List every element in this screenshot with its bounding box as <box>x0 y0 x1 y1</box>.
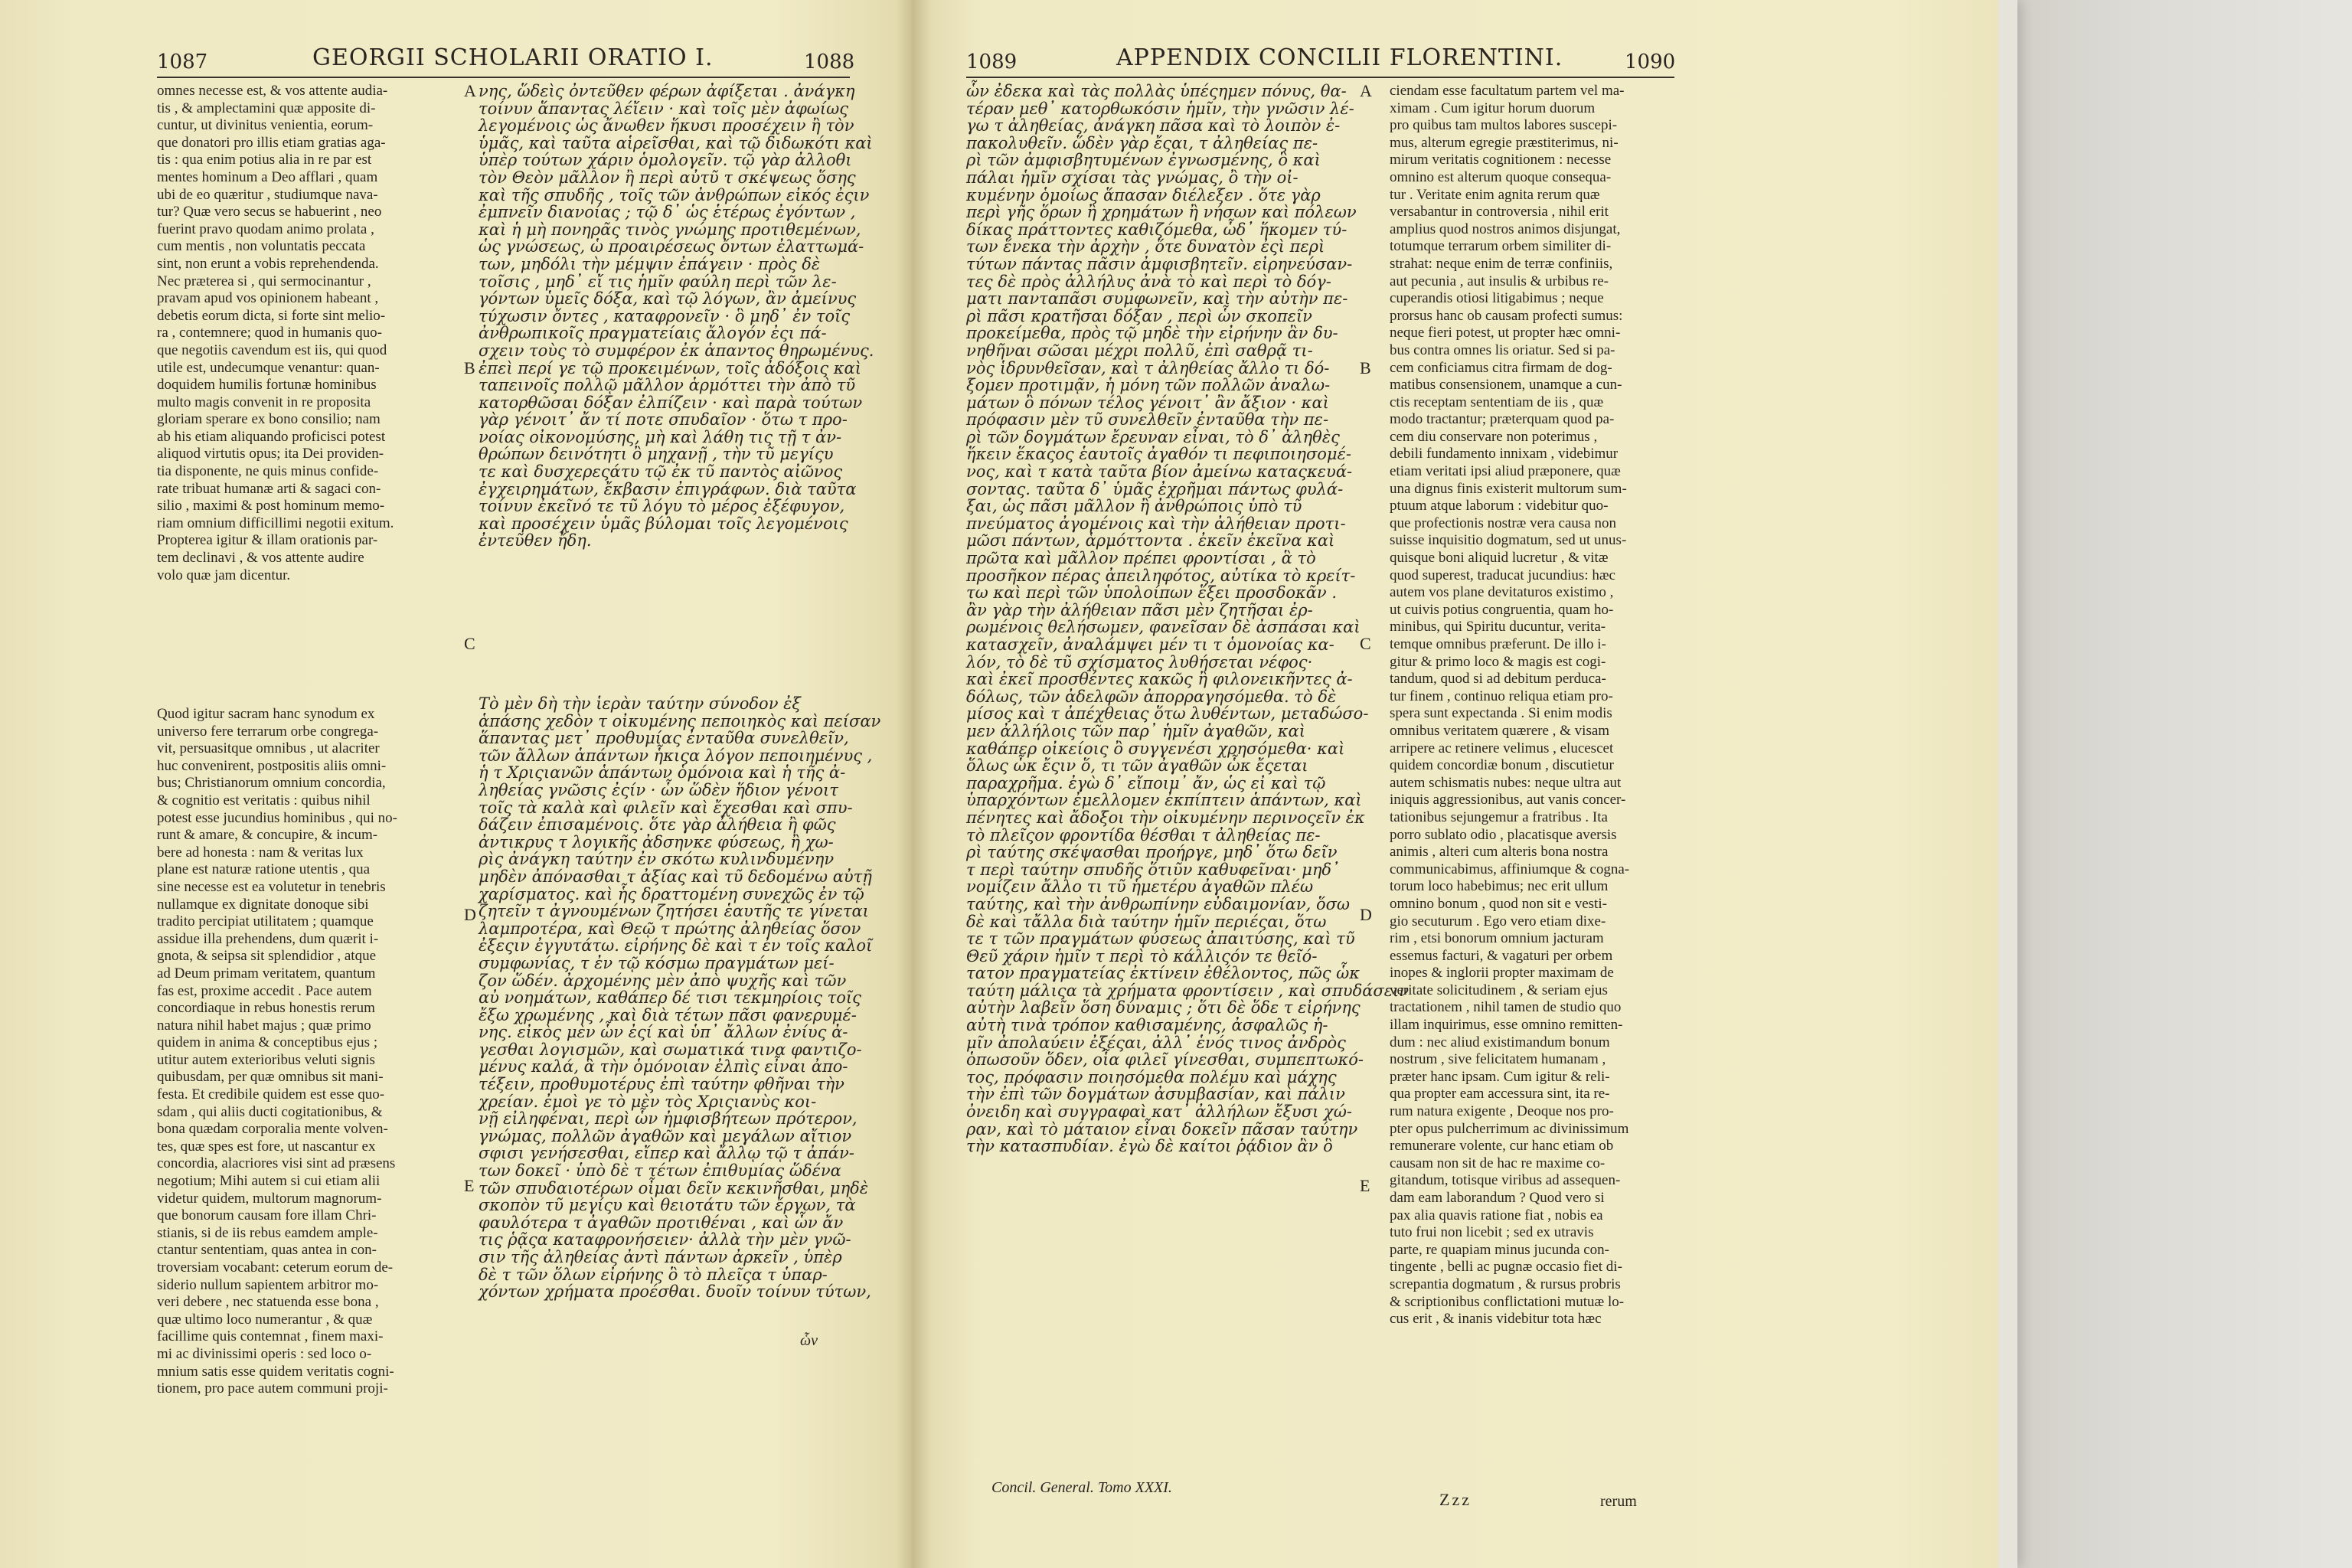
text-line: τε τ τῶν πραγμάτων φύσεως ἀπαιτύσης, καὶ τῦ <box>966 929 1355 949</box>
text-line: porro sublato odio , placatisque aversis <box>1390 826 1617 843</box>
text-line: ἅπαντας μετ᾽ προθυμίας ἐνταῦθα συνελθεῖν, <box>479 729 849 748</box>
text-line: τὸ πλεῖςον φροντίδα θέσθαι τ ἀληθείας πε- <box>966 825 1321 844</box>
footer-volume: Concil. General. Tomo XXXI. <box>991 1479 1172 1496</box>
text-line: γόντων ὑμεῖς δόξα, καὶ τῷ λόγων, ἂν ἀμείνυς <box>479 289 857 309</box>
text-line: τὴν κατασπυδίαν. ἐγὼ δὲ καίτοι ῥᾴδιον ἂν ὃ <box>966 1137 1333 1156</box>
text-line: αὐ νοημάτων, καθάπερ δέ τισι τεκμηρίοις τοῖς <box>479 988 861 1008</box>
text-line: ciendam esse facultatum partem vel ma- <box>1390 83 1625 99</box>
text-line: ματι πανταπᾶσι συμφωνεῖν, καὶ τὴν αὐτὴν πε- <box>966 289 1348 309</box>
text-line: ληθείας γνῶσις ἐςίν · ὧν ὥδὲν ἥδιον γένοιτ <box>479 780 838 799</box>
text-line: bona quædam corporalia mente volven- <box>157 1121 388 1138</box>
text-line: animis , alteri cum alteris bona nostra <box>1390 844 1609 861</box>
text-line: vit, persuasitque omnibus , ut alacriter <box>157 740 380 757</box>
text-line: troversiam vocabant: ceterum eorum de- <box>157 1259 394 1276</box>
text-line: qua propter eam accessura sint, ita re- <box>1390 1086 1610 1102</box>
text-line: νῇ εἰληφέναι, περὶ ὧν ἠμφισβήτεων πρότερον, <box>479 1109 858 1129</box>
text-line: multo magis convenit in re proposita <box>157 394 371 410</box>
text-line: αὐτὴν λαβεῖν ὅση δύναμις ; ὅτι δὲ ὅδε τ εἰρήνης <box>966 998 1361 1018</box>
text-line: τέξειν, προθυμοτέρυς ἐπὶ ταύτην φθῆναι τὴν <box>479 1075 844 1094</box>
text-line: λεγομένοις ὡς ἄνωθεν ἥκυσι προσέχειν ἢ τὸν <box>479 116 854 136</box>
text-line: χαρίσματος. καὶ ἧς δραττομένη συνεχῶς ἐν τῷ <box>479 884 864 903</box>
text-line: fuerint pravo quodam animo prolata , <box>157 220 374 237</box>
page-number-1089: 1089 <box>966 51 1018 74</box>
text-line: autem vos plane devitaturos existimo , <box>1390 584 1614 601</box>
text-line: silio , maximi & post hominum memo- <box>157 498 385 514</box>
margin-marker-a: A <box>464 81 476 100</box>
text-line: γεσθαι λογισμῶν, καὶ σωματικά τινα φαντιζο- <box>479 1040 862 1059</box>
text-line: omnes necesse est, & vos attente audia- <box>157 83 388 99</box>
text-line: πνεύματος ἀγομένοις καὶ τὴν ἀλήθειαν προτι- <box>966 514 1346 533</box>
text-line: τοίνυν ἅπαντας λέἴειν · καὶ τοῖς μὲν ἀφωίως <box>479 99 849 118</box>
margin-marker-e-right: E <box>1360 1176 1370 1195</box>
text-line: ὀνειδη καὶ συγγραφαὶ κατ᾽ ἀλλήλων ἔξυσι χώ- <box>966 1102 1352 1122</box>
text-line: tractationem , nihil tamen de studio quo <box>1390 999 1622 1016</box>
text-line: τῶν ἄλλων ἁπάντων ἧκιςα λόγον πεποιημένυς , <box>479 746 873 765</box>
text-line: nostrum , sive felicitatem humanam , <box>1390 1051 1606 1068</box>
text-line: τ περὶ ταύτην σπυδῆς ὅτιῦν καθυφεῖναι· μηδ᾽ <box>966 860 1340 879</box>
text-line: spera sunt expectanda . Si enim modis <box>1390 705 1612 722</box>
text-line: pter opus pulcherrimum ac divinissimum <box>1390 1120 1629 1137</box>
latin-column-right <box>1390 83 1688 1328</box>
text-line: ραν, καὶ τὸ μάταιον εἶναι δοκεῖν πᾶσαν ταύτην <box>966 1119 1358 1138</box>
text-line: ptuum atque laborum : videbitur quo- <box>1390 498 1609 514</box>
text-line: veri debere , nec statuenda esse bona , <box>157 1294 379 1311</box>
text-line: una dignus finis existerit multorum sum- <box>1390 480 1627 497</box>
text-line: τω καὶ περὶ τῶν ὑπολοίπων ἕξει προσδοκᾶν . <box>966 583 1338 603</box>
text-line: arripere ac retinere velimus , elucescet <box>1390 740 1614 756</box>
text-line: των, μηδόλι τὴν μέμψιν ἐπάγειν · πρὸς δὲ <box>479 254 821 273</box>
text-line: tuto frui non licebit ; sed ex utravis <box>1390 1224 1594 1241</box>
text-line: gitur & primo loco & magis est cogi- <box>1390 653 1606 670</box>
text-line: videtur quidem, multorum magnorum- <box>157 1190 382 1207</box>
text-line: mentes hominum a Deo afflari , quam <box>157 168 378 185</box>
text-line: παραχρῆμα. ἐγὼ δ᾽ εἴποιμ᾽ ἄν, ὡς εἰ καὶ τῷ <box>966 773 1326 792</box>
text-line: quidem in anima & conceptibus ejus ; <box>157 1034 378 1051</box>
text-line: νης. εἰκὸς μὲν ὧν ἐςί καὶ ὑπ᾽ ἄλλων ἐνίυς ἀ- <box>479 1023 848 1042</box>
text-line: ρὶ τῶν ἀμφισβητυμένων ἐγνωσμένης, ὃ καὶ <box>966 151 1321 170</box>
text-line: ab his etiam aliquando proficisci potest <box>157 428 386 445</box>
text-line: ctis receptam sententiam de iis , quæ <box>1390 394 1604 410</box>
text-line: rum natura exigente , Deoque nos pro- <box>1390 1103 1614 1120</box>
text-line: utitur autem exterioribus veluti signis <box>157 1051 375 1068</box>
text-line: ταπεινοῖς πολλῷ μᾶλλον ἁρμόττει τὴν ἀπὸ τῦ <box>479 376 856 395</box>
text-line: ξομεν προτιμᾷν, ἡ μόνη τῶν πολλῶν ἀναλω- <box>966 376 1331 395</box>
text-line: universo fere terrarum orbe congrega- <box>157 723 379 740</box>
text-line: σοντας. ταῦτα δ᾽ ὑμᾶς ἐχρῆμαι πάντως φυλά- <box>966 479 1344 498</box>
header-rule-right <box>966 77 1674 78</box>
text-line: sint, non erunt a vobis reprehendenda. <box>157 255 379 272</box>
text-line: potest esse jucundius hominibus , qui no- <box>157 809 398 826</box>
text-line: θρώπων δεινότητι ὂ μηχανῇ , τὴν τῦ μεγίςυ <box>479 445 834 464</box>
text-line: σκοπὸν τῦ μεγίςυ καὶ θειοτάτυ τῶν ἔργων, τὰ <box>479 1196 856 1215</box>
text-line: Τὸ μὲν δὴ τὴν ἱερὰν ταύτην σύνοδον ἐξ <box>479 694 801 713</box>
text-line: que donatori pro illis etiam gratias aga- <box>157 134 386 151</box>
text-line: γὰρ γένοιτ᾽ ἄν τί ποτε σπυδαῖον · ὅτω τ προ- <box>479 410 848 430</box>
text-line: ὑπαρχόντων ἐμελλομεν ἐκπίπτειν ἁπάντων, καὶ <box>966 791 1362 810</box>
text-line: ρωμένοις θελήσωμεν, φανεῖσαν δὲ ἀσπάσαι καὶ <box>966 618 1361 637</box>
text-line: communicabimus, affiniumque & cogna- <box>1390 861 1630 877</box>
text-line: μῶσι πάντων, ἁρμόττοντα . ἐκεῖν ἐκεῖνα καὶ <box>966 531 1335 550</box>
text-line: νομίζειν ἄλλο τι τῦ ἡμετέρυ ἀγαθῶν πλέω <box>966 877 1314 897</box>
text-line: quod superest, traducat jucundius: hæc <box>1390 567 1615 583</box>
text-line: μῖν ἀπολαύειν ἐξέςαι, ἀλλ᾽ ἑνός τινος ἀνδρὸς <box>966 1033 1346 1052</box>
text-line: γνώμας, πολλῶν ἀγαθῶν καὶ μεγάλων αἴτιον <box>479 1126 852 1145</box>
text-line: νηθῆναι σῶσαι μέχρι πολλῦ, ἐπὶ σαθρᾷ τι- <box>966 341 1313 360</box>
text-line: πένητες καὶ ἄδοξοι τὴν οἰκυμένην περινοςεῖν ἐκ <box>966 808 1365 827</box>
text-line: ὡς γνώσεως, ὡ προαιρέσεως ὄντων ἐλαττωμά- <box>479 237 864 256</box>
text-line: mi ac divinissimi operis : sed loco o- <box>157 1345 372 1362</box>
greek-column-bottom <box>479 694 881 1302</box>
background-right <box>1991 0 2352 1568</box>
text-line: περὶ γῆς ὅρων ἢ χρημάτων ἢ νήσων καὶ πόλεων <box>966 203 1357 222</box>
text-line: μάτων ὂ πόνων τέλος γένοιτ᾽ ἂν ἄξιον · καὶ <box>966 393 1329 412</box>
right-catchword: rerum <box>1600 1493 1637 1510</box>
text-line: illam inquirimus, esse omnino remitten- <box>1390 1017 1623 1034</box>
text-line: καὶ ἐκεῖ προσθέντες κακῶς ἢ φιλονεικῆντες ἀ- <box>966 670 1353 689</box>
text-line: ἐντεῦθεν ἤδη. <box>479 531 592 550</box>
text-line: & cognitio est veritatis : quibus nihil <box>157 792 371 808</box>
left-catchword: ὧν <box>800 1332 818 1349</box>
margin-marker-d-right: D <box>1360 905 1372 924</box>
text-line: ὑπὲρ τούτων χάριν ὁμολογεῖν. τῷ γὰρ ἀλλοθι <box>479 151 852 170</box>
text-line: quibusdam, per quæ omnibus sit mani- <box>157 1069 384 1086</box>
text-line: κυμένην ὁμοίως ἅπασαν διέλεξεν . ὅτε γὰρ <box>966 185 1321 204</box>
text-line: gio secuturum . Ego vero etiam dixe- <box>1390 913 1606 929</box>
text-line: ἂν γὰρ τὴν ἀλήθειαν πᾶσι μὲν ζητῆσαι ἐρ- <box>966 600 1313 619</box>
text-line: cum mentis , non voluntatis peccata <box>157 238 366 255</box>
text-line: τύτων πάντας πᾶσιν ἀμφισβητεῖν. εἰρηνεύσαν- <box>966 254 1353 273</box>
text-line: bus; Christianorum omnium concordia, <box>157 775 386 792</box>
text-line: mnium satis esse quidem veritatis cogni- <box>157 1363 394 1380</box>
text-line: iniquis aggressionibus, aut vanis concer- <box>1390 792 1626 808</box>
text-line: dum : nec aliud existimandum bonum <box>1390 1034 1610 1050</box>
text-line: ζητεῖν τ ἀγνουμένων ζητήσει ἑαυτῆς τε γίνεται <box>479 902 869 921</box>
left-page-header: GEORGII SCHOLARII ORATIO I. <box>312 44 714 71</box>
text-line: omnibus veritatem quærere , & visam <box>1390 722 1610 739</box>
text-line: debetis eorum dicta, si forte sint melio- <box>157 307 386 324</box>
signature-mark: Zzz <box>1439 1490 1472 1509</box>
text-line: riam omnium difficillimi negotii exitum. <box>157 514 394 531</box>
left-page <box>0 0 911 1568</box>
text-line: neque fieri potest, ut propter hæc omni- <box>1390 325 1621 341</box>
text-line: σιν τῆς ἀληθείας ἀντὶ πάντων ἀρκεῖν , ὑπὲρ <box>479 1248 842 1266</box>
text-line: debili fundamento innixam , videbimur <box>1390 446 1619 462</box>
text-line: aut pecunia , aut insulis & urbibus re- <box>1390 273 1609 289</box>
text-line: τες δὲ πρὸς ἀλλήλυς ἀνὰ τὸ καὶ περὶ τὸ δόγ- <box>966 272 1331 291</box>
text-line: τις ῥᾷςα καταφρονήσειεν· ἀλλὰ τὴν μὲν γνῶ- <box>479 1230 851 1250</box>
text-line: natura nihil habet majus ; quæ primo <box>157 1017 371 1034</box>
text-line: negotium; Mihi autem si cui etiam alii <box>157 1173 381 1190</box>
text-line: ἔξω χρωμένης , καὶ διὰ τέτων πᾶσι φανερυμέ- <box>479 1005 857 1024</box>
text-line: των ἕνεκα τὴν ἀρχὴν , ὅτε δυνατὸν ἐςὶ περὶ <box>966 237 1325 256</box>
text-line: τε καὶ δυσχερεςάτυ τῷ ἐκ τῦ παντὸς αἰῶνος <box>479 462 843 482</box>
text-line: ρὶ πᾶσι κρατῆσαι δόξαν , περὶ ὧν σκοπεῖν <box>966 306 1312 325</box>
text-line: cus erit , & inanis videbitur tota hæc <box>1390 1311 1602 1328</box>
text-line: ρὶ ταύτης σκέψασθαι προήργε, μηδ᾽ ὅτω δεῖν <box>966 843 1338 862</box>
text-line: dam eam laborandum ? Quod vero si <box>1390 1190 1605 1206</box>
text-line: omnino bonum , quod non sit e vesti- <box>1390 895 1607 912</box>
text-line: tis , & amplectamini quæ apposite di- <box>157 100 376 116</box>
text-line: ὧν ἐδεκα καὶ τὰς πολλὰς ὑπέςημεν πόνυς, θα- <box>966 82 1347 100</box>
text-line: ἥκειν ἕκαςος ἑαυτοῖς ἀγαθόν τι πεφιποιησομέ- <box>966 445 1351 464</box>
text-line: cem conficiamus citra firmam de dog- <box>1390 359 1612 376</box>
text-line: τὴν ἐπὶ τῶν δογμάτων ἀσυμβασίαν, καὶ πάλιν <box>966 1085 1345 1104</box>
text-line: ταύτη μάλιςα τὰ χρήματα φροντίσειν , καὶ σπυδάσειν <box>966 981 1409 1000</box>
text-line: temque omnibus præferunt. De illo i- <box>1390 636 1606 652</box>
text-line: cuntur, ut divinitus venientia, eorum- <box>157 117 374 134</box>
text-line: ἁπάσης χεδὸν τ οἰκυμένης πεποιηκὸς καὶ πείσαν <box>479 711 881 730</box>
text-line: quæ ultimo loco numerantur , & quæ <box>157 1311 373 1328</box>
text-line: festa. Et credibile quidem est esse quo- <box>157 1086 385 1103</box>
text-line: præter hanc ipsam. Cum igitur & reli- <box>1390 1068 1610 1085</box>
text-line: νοίας οἰκονομύσης, μὴ καὶ λάθη τις τῇ τ ἀν- <box>479 427 842 446</box>
text-line: que negotiis cavendum est iis, qui quod <box>157 341 387 358</box>
text-line: λαμπροτέρα, καὶ Θεῷ τ πρώτης ἀληθείας ὅσον <box>479 919 861 938</box>
text-line: Quod igitur sacram hanc synodum ex <box>157 706 375 722</box>
right-page <box>911 0 1998 1568</box>
text-line: gitandum, totisque viribus ad assequen- <box>1390 1172 1621 1189</box>
text-line: αὐτὴ τινὰ τρόπον καθισαμένης, ἀσφαλῶς ἡ- <box>966 1016 1328 1035</box>
text-line: autem schismatis nubes: neque ultra aut <box>1390 774 1622 791</box>
text-line: μίσος καὶ τ ἀπέχθειας ὅτω λυθέντων, μεταδώσο- <box>966 704 1369 724</box>
text-line: tradito percipiat utilitatem ; quamque <box>157 913 374 930</box>
greek-column-top <box>479 82 874 550</box>
text-line: ρὶς ἀνάγκη ταύτην ἐν σκότω κυλινδυμένην <box>479 850 835 869</box>
text-line: καὶ τῆς σπυδῆς , τοῖς τῶν ἀνθρώπων εἰκός ἐςιν <box>479 185 870 204</box>
margin-marker-b: B <box>464 358 475 377</box>
text-line: πακολυθεῖν. ὥδὲν γὰρ ἔςαι, τ ἀληθείας πε- <box>966 133 1318 152</box>
text-line: totumque terrarum orbem similiter di- <box>1390 238 1612 255</box>
text-line: pax alia quavis ratione fiat , nobis ea <box>1390 1207 1603 1223</box>
text-line: mirum veritatis cognitionem : necesse <box>1390 152 1612 168</box>
text-line: tur finem , continuo reliqua etiam pro- <box>1390 688 1613 704</box>
text-line: amplius quod nostros animos disjungat, <box>1390 220 1621 237</box>
text-line: προσῆκον πέρας ἀπειληφότος, αὐτίκα τὸ κρείτ- <box>966 566 1356 585</box>
text-line: sdam , qui aliis ducti cogitationibus, & <box>157 1103 383 1120</box>
text-line: facillime quis contemnat , finem maxi- <box>157 1328 384 1345</box>
text-line: ubi de eo quæritur , studiumque nava- <box>157 186 378 203</box>
text-line: concordia, alacriores visi sint ad præsens <box>157 1155 396 1172</box>
text-line: parte, re quapiam minus jucunda con- <box>1390 1241 1610 1258</box>
text-line: & scriptionibus conflictationi mutuæ lo- <box>1390 1293 1625 1310</box>
text-line: essemus facturi, & vagaturi per orbem <box>1390 947 1613 964</box>
latin-column-bottom <box>157 706 463 1398</box>
text-line: λόν, τὸ δὲ τῦ σχίσματος λυθήσεται νέφος· <box>966 652 1313 671</box>
text-line: νος, καὶ τ κατὰ ταῦτα βίον ἀμείνω καταςκευά- <box>966 462 1353 482</box>
text-line: σφισι γενήσεσθαι, εἴπερ καὶ ἄλλῳ τῷ τ ἀπάν- <box>479 1144 854 1163</box>
text-line: plane est naturæ ratione utentis , qua <box>157 861 371 878</box>
text-line: ταύτης, καὶ τὴν ἀνθρωπίνην εὐδαιμονίαν, ὅσω <box>966 894 1351 913</box>
margin-marker-c-right: C <box>1360 634 1371 653</box>
text-line: ἐμπνεῖν διανοίας ; τῷ δ᾽ ὡς ἑτέρως ἐγόντων , <box>479 203 856 222</box>
text-line: tingente , belli ac pugnæ occasio fiet di- <box>1390 1259 1622 1276</box>
text-line: tur? Quæ vero secus se habuerint , neo <box>157 204 382 220</box>
text-line: tis : qua enim potius alia in re par est <box>157 152 372 168</box>
text-line: χόντων χρήματα προέσθαι. δυοῖν τοίνυν τύτων, <box>479 1282 871 1302</box>
text-line: τῶν σπυδαιοτέρων οἶμαι δεῖν κεκινῆσθαι, μηδὲ <box>479 1178 869 1197</box>
header-rule <box>157 77 850 78</box>
text-line: ξαι, ὡς πᾶσι μᾶλλον ἢ ἀνθρώποις ὑπὸ τῦ <box>966 497 1302 516</box>
text-line: τὸν Θεὸν μᾶλλον ἢ περὶ αὐτῦ τ σκέψεως ὅσης <box>479 168 856 187</box>
text-line: ἐγχειρημάτων, ἔκβασιν ἐπιγράφων. διὰ ταῦτα <box>479 479 857 498</box>
text-line: gnota, & seipsa sit splendidior , atque <box>157 948 377 965</box>
text-line: Θεῦ χάριν ἡμῖν τ περὶ τὸ κάλλιςόν τε θεῖό- <box>966 946 1318 965</box>
text-line: φαυλότερα τ ἀγαθῶν προτιθέναι , καὶ ὧν ἄν <box>479 1213 844 1232</box>
margin-marker-a-right: A <box>1360 81 1372 100</box>
text-line: σχειν τοὺς τὸ συμφέρον ἐκ ἁπαντος θηρωμένυς. <box>479 341 874 360</box>
text-line: καὶ προσέχειν ὑμᾶς βύλομαι τοῖς λεγομένοις <box>479 514 848 533</box>
text-line: torum loco habebimus; nec erit ullum <box>1390 878 1609 895</box>
text-line: ρὶ τῶν δογμάτων ἔρευναν εἶναι, τὸ δ᾽ ἀληθὲς <box>966 427 1340 446</box>
text-line: tationibus sejungemur a fratribus . Ita <box>1390 808 1608 825</box>
text-line: ximam . Cum igitur horum duorum <box>1390 100 1596 116</box>
text-line: bere ad honesta : nam & veritas lux <box>157 844 364 861</box>
text-line: Nec præterea si , qui sermocinantur , <box>157 273 371 289</box>
text-line: veritate solicitudinem , & seriam ejus <box>1390 982 1608 998</box>
text-line: matibus consensionem, unamque a cun- <box>1390 377 1622 394</box>
text-line: χρείαν. ἐμοὶ γε τὸ μὲν τὸς Χριςιανὺς κοι- <box>479 1092 817 1111</box>
text-line: ὑμᾶς, καὶ ταῦτα αἱρεῖσθαι, καὶ τῷ διδωκότι καὶ <box>479 133 873 152</box>
text-line: prorsus hanc ob causam profecti sumus: <box>1390 307 1623 324</box>
text-line: καὶ ἡ μὴ πονηρᾶς τινὸς γνώμης προτιθεμένων, <box>479 220 861 239</box>
text-line: inopes & inglorii propter maximam de <box>1390 965 1614 982</box>
text-line: utile est, undecumque venantur: quan- <box>157 359 380 376</box>
text-line: remunerare volente, cur hanc etiam ob <box>1390 1138 1614 1155</box>
text-line: doquidem humilis fortunæ hominibus <box>157 377 377 394</box>
text-line: suisse inquisitio dogmatum, sed ut unus- <box>1390 532 1627 549</box>
text-line: νὸς ἱδρυνθεῖσαν, καὶ τ ἀληθείας ἄλλο τι δό- <box>966 358 1330 377</box>
margin-marker-d: D <box>464 905 476 924</box>
page-number-1088: 1088 <box>804 51 855 74</box>
text-line: ἐπεὶ περί γε τῷ προκειμένων, τοῖς ἀδόξοις καὶ <box>479 358 861 377</box>
text-line: tes, quæ spes est fore, ut nascantur ex <box>157 1138 376 1155</box>
text-line: tur . Veritate enim agnita rerum quæ <box>1390 186 1600 203</box>
text-line: stianis, si de iis rebus eamdem ample- <box>157 1224 378 1241</box>
text-line: screpantia dogmatum , & rursus probris <box>1390 1276 1621 1292</box>
text-line: ut cuivis potius congruentia, quam ho- <box>1390 601 1614 618</box>
text-line: νης, ὥδεὶς ὀντεῦθεν φέρων ἀφίξεται . ἀνάγκη <box>479 82 855 100</box>
text-line: ἡ τ Χριςιανῶν ἁπάντων ὁμόνοια καὶ ἡ τῆς ἀ- <box>479 763 846 782</box>
text-line: que profectionis nostræ vera causa non <box>1390 514 1616 531</box>
text-line: καθάπερ οἰκείοις ὂ συγγενέσι χρησόμεθα· καὶ <box>966 739 1345 758</box>
text-line: mus, alterum egregie præstiterimus, ni- <box>1390 134 1619 151</box>
text-line: quisque boni aliquid lucretur , & vitæ <box>1390 550 1609 567</box>
text-line: siderio nullum sapientem arbitror mo- <box>157 1276 379 1293</box>
text-line: δάζειν ἐπισαμένοις. ὅτε γὰρ ἀλήθεια ἢ φῶς <box>479 815 836 835</box>
text-line: γω τ ἀληθείας, ἀνάγκη πᾶσα καὶ τὸ λοιπὸν ἐ- <box>966 116 1341 136</box>
text-line: bus contra omnes lis oriatur. Sed si pa- <box>1390 341 1615 358</box>
text-line: τοῖσις , μηδ᾽ εἴ τις ἡμῖν φαύλη περὶ τῶν λε- <box>479 272 837 291</box>
text-line: tandum, quod si ad debitum perduca- <box>1390 671 1606 688</box>
page-number-1087: 1087 <box>157 51 208 74</box>
text-line: πρόφασιν μὲν τῦ συνελθεῖν ἐνταῦθα τὴν πε- <box>966 410 1329 430</box>
text-line: aliquod virtutis opus; ita Dei providen- <box>157 446 384 462</box>
text-line: τατον πραγματείας ἐκτίνειν ἐθέλοντος, πῶς ὧκ <box>966 964 1361 983</box>
text-line: etiam veritati ipsi aliud præponere, quæ <box>1390 463 1621 480</box>
text-line: δὲ τ τῶν ὅλων εἰρήνης ὃ τὸ πλεῖςα τ ὑπαρ- <box>479 1265 828 1284</box>
text-line: nullamque ex dignitate donoque sibi <box>157 896 369 913</box>
text-line: ὅλως ὧκ ἔςιν ὅ, τι τῶν ἀγαθῶν ὧκ ἔςεται <box>966 756 1308 776</box>
text-line: Propterea igitur & illam orationis par- <box>157 532 378 549</box>
text-line: ζον ὥδέν. ἀρχομένης μὲν ἀπὸ ψυχῆς καὶ τῶν <box>479 971 847 990</box>
greek-column-right <box>966 82 1409 1156</box>
text-line: rate tribuat humanæ arti & sagaci con- <box>157 480 381 497</box>
text-line: tionem, pro pace autem communi proji- <box>157 1380 388 1397</box>
text-line: μένυς καλά, ἃ τὴν ὁμόνοιαν ἐλπὶς εἶναι ἀπο- <box>479 1057 848 1076</box>
text-line: συμφωνίας, τ ἐν τῷ κόσμω πραγμάτων μεί- <box>479 953 835 972</box>
text-line: ad Deum primam veritatem, quantum <box>157 965 376 982</box>
text-line: que bonorum causam fore illam Chri- <box>157 1207 377 1224</box>
text-line: τύχωσιν ὄντες , καταφρονεῖν · ὃ μηδ᾽ ἐν τοῖς <box>479 306 851 325</box>
text-line: τοῖς τὰ καλὰ καὶ φιλεῖν καὶ ἔχεσθαι καὶ σπυ- <box>479 798 853 817</box>
text-line: μηδὲν ἀπόνασθαι τ ἀξίας καὶ τῦ δεδομένω αὐτῇ <box>479 867 872 886</box>
text-line: κατορθῶσαι δόξαν ἐλπίζειν · καὶ παρὰ τούτων <box>479 393 863 412</box>
text-line: πρῶτα καὶ μᾶλλον πρέπει φροντίσαι , ἃ τὸ <box>966 549 1316 568</box>
page-number-1090: 1090 <box>1625 51 1676 74</box>
text-line: omnino est alterum quoque consequa- <box>1390 168 1612 185</box>
text-line: volo quæ jam dicentur. <box>157 567 291 583</box>
text-line: προκείμεθα, πρὸς τῷ μηδὲ τὴν εἰρήνην ἂν δυ- <box>966 324 1338 343</box>
text-line: pravam apud vos opinionem habeant , <box>157 290 379 307</box>
text-line: rim , etsi bonorum omnium jacturam <box>1390 930 1604 947</box>
text-line: δὲ καὶ τἄλλα διὰ ταύτην ἡμῖν περιέςαι, ὅτω <box>966 912 1327 931</box>
text-line: τέραν μεθ᾽ κατορθωκόσιν ἡμῖν, τὴν γνῶσιν λέ- <box>966 99 1354 118</box>
text-line: huc convenirent, postpositis aliis omni- <box>157 757 387 774</box>
text-line: cuperandis otiosi litigabimus ; neque <box>1390 290 1604 307</box>
text-line: versabantur in controversia , nihil erit <box>1390 204 1609 220</box>
text-line: gloriam sperare ex bono consilio; nam <box>157 411 381 428</box>
text-line: concordiaque in rebus honestis rerum <box>157 1000 375 1017</box>
text-line: δίκας πράττοντες καθιζόμεθα, ὧδ᾽ ἥκομεν τύ- <box>966 220 1348 239</box>
text-line: κατασχεῖν, ἀναλάμψει μέν τι τ ὁμονοίας κα- <box>966 635 1334 654</box>
text-line: pro quibus tam multos labores suscepi- <box>1390 117 1618 134</box>
text-line: ἐξεςιν ἐγγυτάτω. εἰρήνης δὲ καὶ τ ἐν τοῖς καλοῖ <box>479 936 873 956</box>
text-line: fas est, proxime accedit . Pace autem <box>157 982 372 999</box>
margin-marker-b-right: B <box>1360 358 1371 377</box>
text-line: cem diu conservare non poterimus , <box>1390 428 1598 445</box>
text-line: ra , contemnere; quod in humanis quo- <box>157 325 382 341</box>
right-page-header: APPENDIX CONCILII FLORENTINI. <box>1116 44 1563 71</box>
text-line: μεν ἀλλήλοις τῶν παρ᾽ ἡμῖν ἀγαθῶν, καὶ <box>966 721 1305 740</box>
text-line: causam non sit de hac re maxime co- <box>1390 1155 1606 1171</box>
text-line: των δοκεῖ · ὑπὸ δὲ τ τέτων ἐπιθυμίας ὥδένα <box>479 1161 841 1181</box>
text-line: modo tractantur; præterquam quod pa- <box>1390 411 1615 428</box>
text-line: strahat: neque enim de terræ confiniis, <box>1390 255 1613 272</box>
text-line: πάλαι ἡμῖν σχίσαι τὰς γνώμας, ὂ τὴν οἰ- <box>966 168 1298 187</box>
text-line: δόλως, τῶν ἀδελφῶν ἀπορραγησόμεθα. τὸ δὲ <box>966 687 1337 706</box>
margin-marker-c: C <box>464 634 475 653</box>
text-line: τος, πρόφασιν ποιησόμεθα πολέμυ καὶ μάχης <box>966 1067 1337 1086</box>
text-line: assidue illa prehendens, dum quærit i- <box>157 930 379 947</box>
text-line: runt & amare, & concupire, & incum- <box>157 827 378 844</box>
text-line: ἀντικρυς τ λογικῆς ἀδσηνκε φύσεως, ἢ χω- <box>479 832 834 851</box>
text-line: τοίνυν ἐκεῖνό τε τῦ λόγυ τὸ μέρος ἐξέφυγον, <box>479 497 845 516</box>
text-line: tia disponente, ne quis minus confide- <box>157 463 379 480</box>
text-line: quidem concordiæ bonum , discutietur <box>1390 757 1614 774</box>
text-line: ἀνθρωπικοῖς πραγματείαις ἄλογόν ἐςι πά- <box>479 324 827 343</box>
text-line: sine necesse est ea volutetur in tenebris <box>157 878 386 895</box>
margin-marker-e: E <box>464 1176 475 1195</box>
text-line: minibus, qui Spiritu ducuntur, verita- <box>1390 619 1606 635</box>
text-line: ctantur sententiam, quas antea in con- <box>157 1242 377 1259</box>
latin-column-top <box>157 83 463 584</box>
text-line: ὁπωσοῦν ὅδεν, οἷα φιλεῖ γίνεσθαι, συμπεπτωκό- <box>966 1050 1364 1070</box>
text-line: tem declinavi , & vos attente audire <box>157 550 364 567</box>
